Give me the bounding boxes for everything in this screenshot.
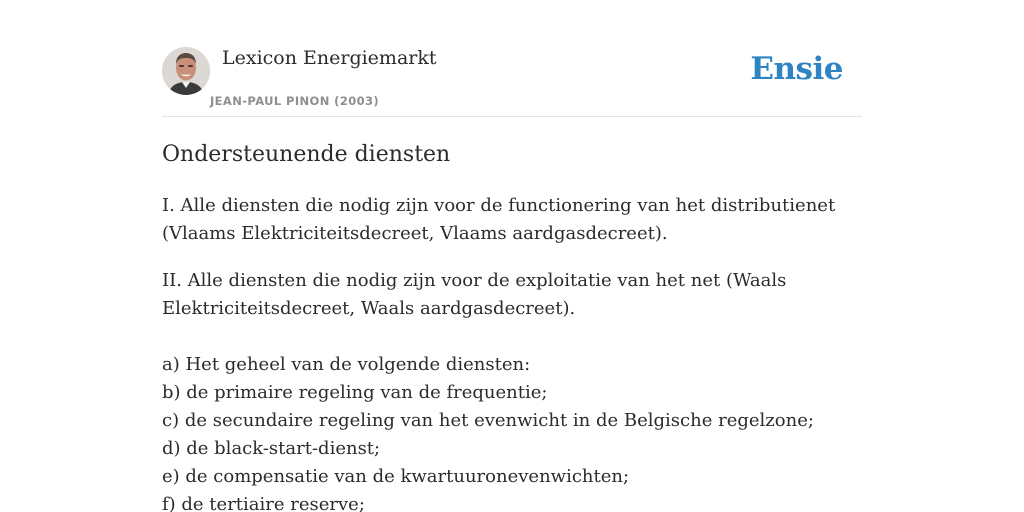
author-portrait-icon <box>162 47 210 95</box>
page-container <box>162 0 862 512</box>
paragraph: I. Alle diensten die nodig zijn voor de functionering van het distributienet (Vlaams Elektriciteitsdecreet, Vlaams aardgasdecreet). <box>162 195 836 244</box>
paragraph: II. Alle diensten die nodig zijn voor de exploitatie van het net (Waals Elektriciteitsdecreet, Waals aardgasdecreet). <box>162 270 787 319</box>
list-item: c) de secundaire regeling van het evenwicht in de Belgische regelzone; <box>162 410 814 431</box>
list-item: d) de black-start-dienst; <box>162 438 381 459</box>
definition-list <box>162 351 862 512</box>
ensie-logo[interactable]: Ensie <box>750 51 843 87</box>
list-item: e) de compensatie van de kwartuuronevenwichten; <box>162 466 630 487</box>
header <box>162 0 862 117</box>
list-item: b) de primaire regeling van de frequentie; <box>162 382 548 403</box>
author-name[interactable]: JEAN-PAUL PINON (2003) <box>210 94 380 108</box>
list-item: f) de tertiaire reserve; <box>162 494 365 512</box>
article-body <box>162 192 862 512</box>
author-avatar[interactable] <box>162 47 210 95</box>
book-title[interactable]: Lexicon Energiemarkt <box>222 47 437 69</box>
lemma-title: Ondersteunende diensten <box>162 142 451 167</box>
list-item: a) Het geheel van de volgende diensten: <box>162 354 531 375</box>
